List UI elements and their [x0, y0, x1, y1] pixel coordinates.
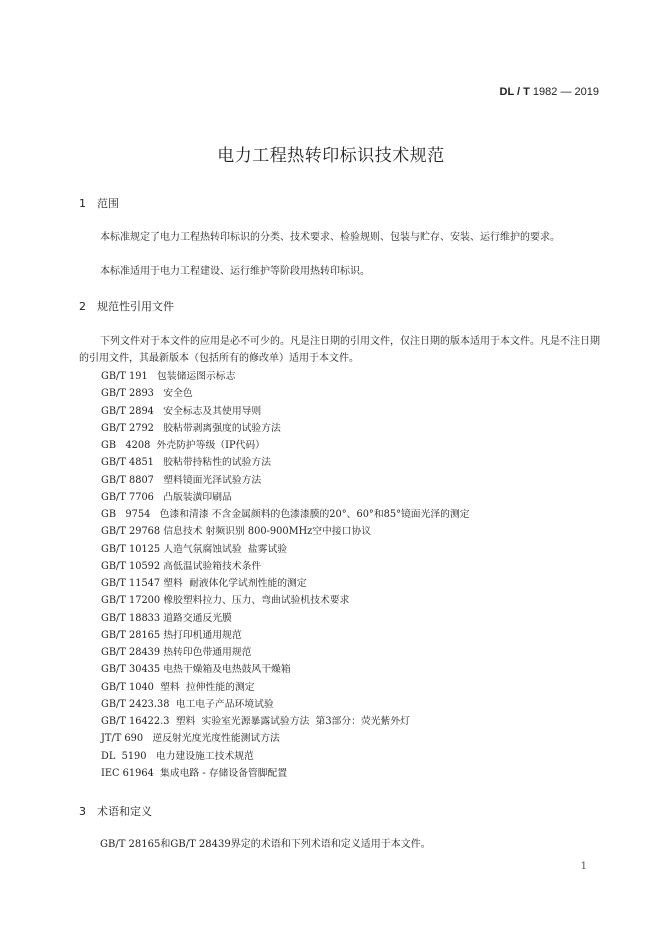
section-2-paragraph-1: 下列文件对于本文件的应用是必不可少的。凡是注日期的引用文件，仅注日期的版本适用于本文件。凡是不注日期的引用文件，其最新版本（包括所有的修改单）适用于本文件。	[79, 336, 600, 364]
reference-item: JT/T 690 逆反射光度光度性能测试方法	[101, 733, 280, 745]
section-1-paragraph-1: 本标准规定了电力工程热转印标识的分类、技术要求、检验规则、包装与贮存、安装、运行维护的要求。	[100, 232, 560, 243]
reference-item: GB/T 1040 塑料 拉伸性能的测定	[101, 681, 255, 693]
reference-item: GB/T 2792 胶粘带剥离强度的试验方法	[101, 422, 281, 434]
reference-item: GB/T 11547 塑料 耐液体化学试剂性能的测定	[101, 578, 307, 589]
section-3-heading	[79, 803, 152, 819]
reference-item: GB/T 18833 道路交通反光膜	[101, 612, 232, 624]
reference-item: GB/T 17200 橡胶塑料拉力、压力、弯曲试验机技术要求	[101, 595, 350, 607]
reference-item: GB/T 4851 胶粘带持粘性的试验方法	[101, 457, 272, 469]
document-code-number: 1982 — 2019	[529, 86, 599, 98]
reference-item: GB/T 28165 热打印机通用规范	[101, 629, 242, 641]
normative-references-list	[101, 368, 470, 782]
reference-item: GB/T 16422.3 塑料 实验室光源暴露试验方法 第3部分：荧光紫外灯	[101, 716, 410, 727]
section-title: 范围	[97, 197, 119, 210]
reference-item: GB/T 10592 高低温试验箱技术条件	[101, 560, 262, 572]
reference-item: GB/T 8807 塑料镜面光泽试验方法	[101, 474, 262, 486]
reference-item: GB/T 2894 安全标志及其使用导则	[101, 405, 262, 417]
reference-item: GB/T 191 包装储运图示标志	[101, 371, 236, 382]
section-3-paragraph-1: GB/T 28165和GB/T 28439界定的术语和下列术语和定义适用于本文件。	[100, 839, 431, 850]
section-1-heading	[79, 195, 119, 211]
reference-item: GB/T 2893 安全色	[101, 388, 193, 400]
section-number: 2	[79, 300, 86, 313]
reference-item: GB/T 30435 电热干燥箱及电热鼓风干燥箱	[101, 664, 291, 676]
reference-item: GB/T 10125 人造气氛腐蚀试验 盐雾试验	[101, 543, 288, 555]
section-2-heading	[79, 298, 174, 314]
section-title: 术语和定义	[97, 805, 152, 818]
reference-item: GB 9754 色漆和清漆 不含金属颜料的色漆漆膜的20°、60°和85°镜面光泽的测定	[101, 509, 470, 520]
reference-item: GB/T 29768 信息技术 射频识别 800-900MHz空中接口协议	[101, 526, 372, 538]
reference-item: GB/T 2423.38 电工电子产品环境试验	[101, 698, 274, 710]
document-title: 电力工程热转印标识技术规范	[217, 146, 445, 166]
reference-item: GB/T 7706 凸版装潢印刷品	[101, 491, 232, 503]
reference-item: GB 4208 外壳防护等级（IP代码）	[101, 440, 265, 451]
section-number: 3	[79, 805, 86, 818]
reference-item: GB/T 28439 热转印色带通用规范	[101, 647, 252, 658]
section-title: 规范性引用文件	[97, 300, 174, 313]
section-1-paragraph-2: 本标准适用于电力工程建设、运行维护等阶段用热转印标识。	[100, 266, 370, 277]
page-number: 1	[580, 861, 587, 872]
reference-item: IEC 61964 集成电路 - 存储设备管脚配置	[101, 767, 288, 779]
document-code	[500, 86, 599, 98]
section-number: 1	[79, 197, 86, 210]
reference-item: DL 5190 电力建设施工技术规范	[101, 750, 254, 762]
document-code-prefix: DL / T	[499, 86, 530, 98]
